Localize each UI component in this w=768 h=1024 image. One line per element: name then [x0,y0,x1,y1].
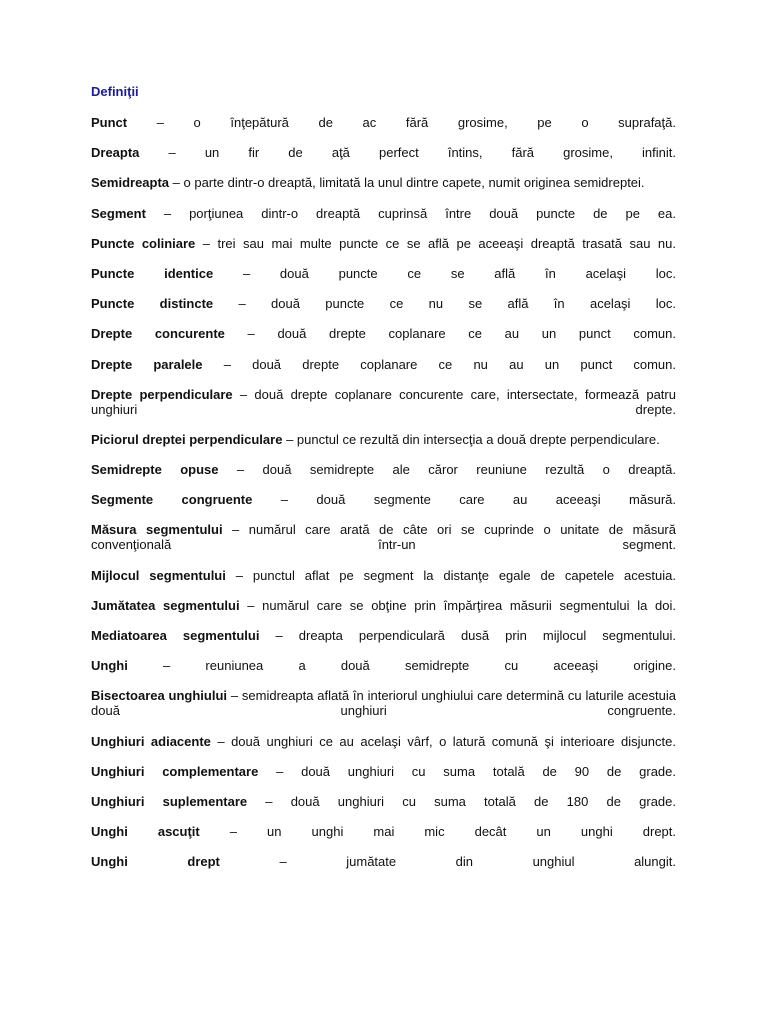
definition-term: Drepte paralele [91,356,203,372]
definition-item [91,658,676,673]
definition-item [91,492,676,507]
definition-item [91,145,676,160]
definition-item [91,734,676,749]
definition-term: Puncte identice [91,265,214,281]
definition-text: – două semidrepte ale căror reuniune rezultă o dreaptă. [218,462,676,478]
definition-item [91,522,676,552]
definition-term: Dreapta [91,145,140,161]
definition-term: Semidreapta [91,175,170,191]
definition-item [91,296,676,311]
definition-text: – două segmente care au aceeaşi măsură. [252,492,676,508]
definition-term: Punct [91,115,128,130]
definition-text: – trei sau mai multe puncte ce se află pe aceeaşi dreaptă trasată sau nu. [195,235,677,251]
definition-item [91,628,676,643]
definition-term: Mijlocul segmentului [91,567,226,583]
definition-item [91,266,676,281]
definition-item [91,824,676,839]
definition-term: Puncte coliniare [91,235,196,251]
definition-text: – două drepte coplanare ce au un punct comun. [224,326,676,342]
definition-item [91,387,676,417]
definition-item [91,568,676,583]
definition-item [91,462,676,477]
definition-text: – un unghi mai mic decât un unghi drept. [199,824,677,840]
definition-item [91,598,676,613]
definition-item [91,794,676,809]
definition-term: Segment [91,205,146,221]
definition-text: – reuniunea a două semidrepte cu aceeaşi origine. [127,658,676,674]
definition-text: – dreapta perpendiculară dusă prin mijlocul segmentului. [259,628,676,643]
definition-text: – două unghiuri ce au acelaşi vârf, o latură comună şi interioare disjuncte. [210,733,676,749]
definition-item [91,688,676,718]
definition-text: – o parte dintr-o dreaptă, limitată la unul dintre capete, numit originea semidreptei. [169,175,645,191]
definition-text: – două drepte coplanare concurente care, intersectate, formează patru unghiuri drepte. [91,386,676,417]
definition-term: Bisectoarea unghiului [91,688,228,704]
definition-text: – un fir de aţă perfect întins, fără grosime, infinit. [139,145,676,161]
definition-text: – punctul ce rezultă din intersecţia a două drepte perpendiculare. [282,431,660,447]
definition-term: Semidrepte opuse [91,462,219,478]
definition-item [91,764,676,779]
definition-term: Unghi ascuţit [91,824,200,840]
definition-term: Drepte concurente [91,326,225,342]
definition-text: – două unghiuri cu suma totală de 90 de grade. [258,763,677,779]
definitions-list [91,115,676,869]
definition-text: – jumătate din unghiul alungit. [219,854,676,870]
definition-text: – două puncte ce nu se află în acelaşi loc. [213,296,676,312]
definition-text: – două puncte ce se află în acelaşi loc. [213,265,677,281]
definition-term: Unghiuri adiacente [91,733,211,749]
definition-term: Unghi [91,658,128,674]
definition-term: Măsura segmentului [91,522,223,538]
definition-item [91,206,676,221]
definition-item [91,175,676,190]
definition-item [91,326,676,341]
definition-text: – două unghiuri cu suma totală de 180 de grade. [247,793,676,809]
definition-text: – o înţepătură de ac fără grosime, pe o suprafaţă. [127,115,676,130]
definition-term: Unghiuri complementare [91,763,259,779]
definition-text: – porţiunea dintr-o dreaptă cuprinsă între două puncte de pe ea. [145,205,676,221]
definition-item [91,432,676,447]
definition-term: Puncte distincte [91,296,214,312]
definition-item [91,115,676,130]
definition-term: Unghi drept [91,854,220,870]
definition-term: Jumătatea segmentului [91,597,240,613]
definition-item [91,236,676,251]
definition-term: Mediatoarea segmentului [91,628,260,643]
definition-text: – două drepte coplanare ce nu au un punct comun. [202,356,676,372]
definition-text: – semidreapta aflată în interiorul unghiului care determină cu laturile acestuia două unghiuri congruente. [91,688,676,719]
definition-item [91,854,676,869]
definition-term: Unghiuri suplementare [91,793,248,809]
document-page [91,84,676,885]
definition-term: Drepte perpendiculare [91,386,233,402]
definition-text: – numărul care arată de câte ori se cuprinde o unitate de măsură convenţională într-un segment. [91,522,676,553]
definition-item [91,357,676,372]
definition-text: – punctul aflat pe segment la distanţe egale de capetele acestuia. [225,567,676,583]
definition-term: Piciorul dreptei perpendiculare [91,431,283,447]
definition-term: Segmente congruente [91,492,253,508]
definition-text: – numărul care se obţine prin împărţirea măsurii segmentului la doi. [239,597,676,613]
page-heading: Definiţii [91,84,139,99]
